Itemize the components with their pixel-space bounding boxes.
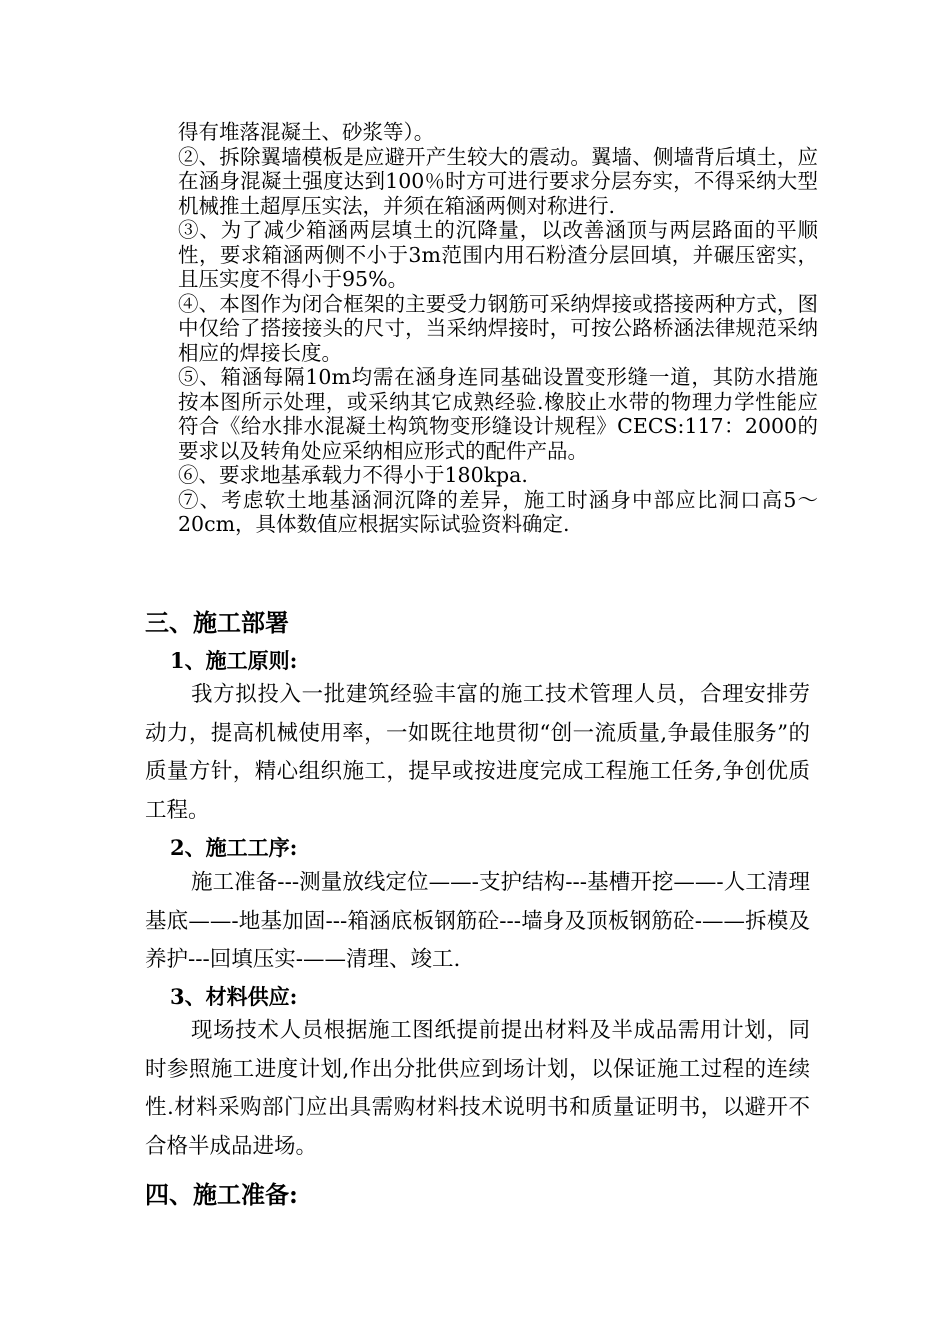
- paragraph-construction-principles: 我方拟投入一批建筑经验丰富的施工技术管理人员，合理安排劳动力，提高机械使用率，一如既往地贯彻“创一流质量,争最佳服务”的质量方针，精心组织施工，提早或按进度完成工程施工任务,争创优质工程。: [145, 682, 810, 823]
- paragraph-material-supply: 现场技术人员根据施工图纸提前提出材料及半成品需用计划，同时参照施工进度计划,作出分批供应到场计划，以保证施工过程的连续性.材料采购部门应出具需购材料技术说明书和质量证明书，以避开不合格半成品进场。: [145, 1018, 810, 1159]
- subheading-construction-principles: 1、施工原则:: [170, 648, 298, 673]
- note-item-2: ②、拆除翼墙模板是应避开产生较大的震动。翼墙、侧墙背后填土，应在涵身混凝土强度达到100％时方可进行要求分层夯实，不得采纳大型机械推土超厚压实法，并须在箱涵两侧对称进行.: [178, 144, 818, 218]
- note-item-6: ⑥、要求地基承载力不得小于180kpa.: [178, 463, 528, 487]
- subheading-material-supply: 3、材料供应:: [170, 984, 298, 1009]
- design-notes: [178, 120, 818, 537]
- note-item-7: ⑦、考虑软土地基涵洞沉降的差异，施工时涵身中部应比洞口高5～20cm，具体数值应根据实际试验资料确定.: [178, 487, 818, 536]
- note-continuation: 得有堆落混凝土、砂浆等）。: [178, 120, 435, 144]
- subheading-construction-sequence: 2、施工工序:: [170, 835, 298, 860]
- note-item-5: ⑤、箱涵每隔10m均需在涵身连同基础设置变形缝一道，其防水措施按本图所示处理，或采纳其它成熟经验.橡胶止水带的物理力学性能应符合《给水排水混凝土构筑物变形缝设计规程》CECS:117：2000的要求以及转角处应采纳相应形式的配件产品。: [178, 365, 818, 463]
- note-item-3: ③、为了减少箱涵两层填土的沉降量，以改善涵顶与两层路面的平顺性，要求箱涵两侧不小于3m范围内用石粉渣分层回填，并碾压密实，且压实度不得小于95%。: [178, 218, 818, 291]
- section-heading-construction-deployment: 三、施工部署: [145, 608, 289, 637]
- note-item-4: ④、本图作为闭合框架的主要受力钢筋可采纳焊接或搭接两种方式，图中仅给了搭接接头的尺寸，当采纳焊接时，可按公路桥涵法律规范采纳相应的焊接长度。: [178, 291, 818, 365]
- paragraph-construction-sequence: 施工准备---测量放线定位——-支护结构---基槽开挖——-人工清理基底——-地基加固---箱涵底板钢筋砼---墙身及顶板钢筋砼-——拆模及养护---回填压实-——清理、竣工.: [145, 870, 810, 972]
- section-heading-construction-preparation: 四、施工准备:: [145, 1180, 298, 1209]
